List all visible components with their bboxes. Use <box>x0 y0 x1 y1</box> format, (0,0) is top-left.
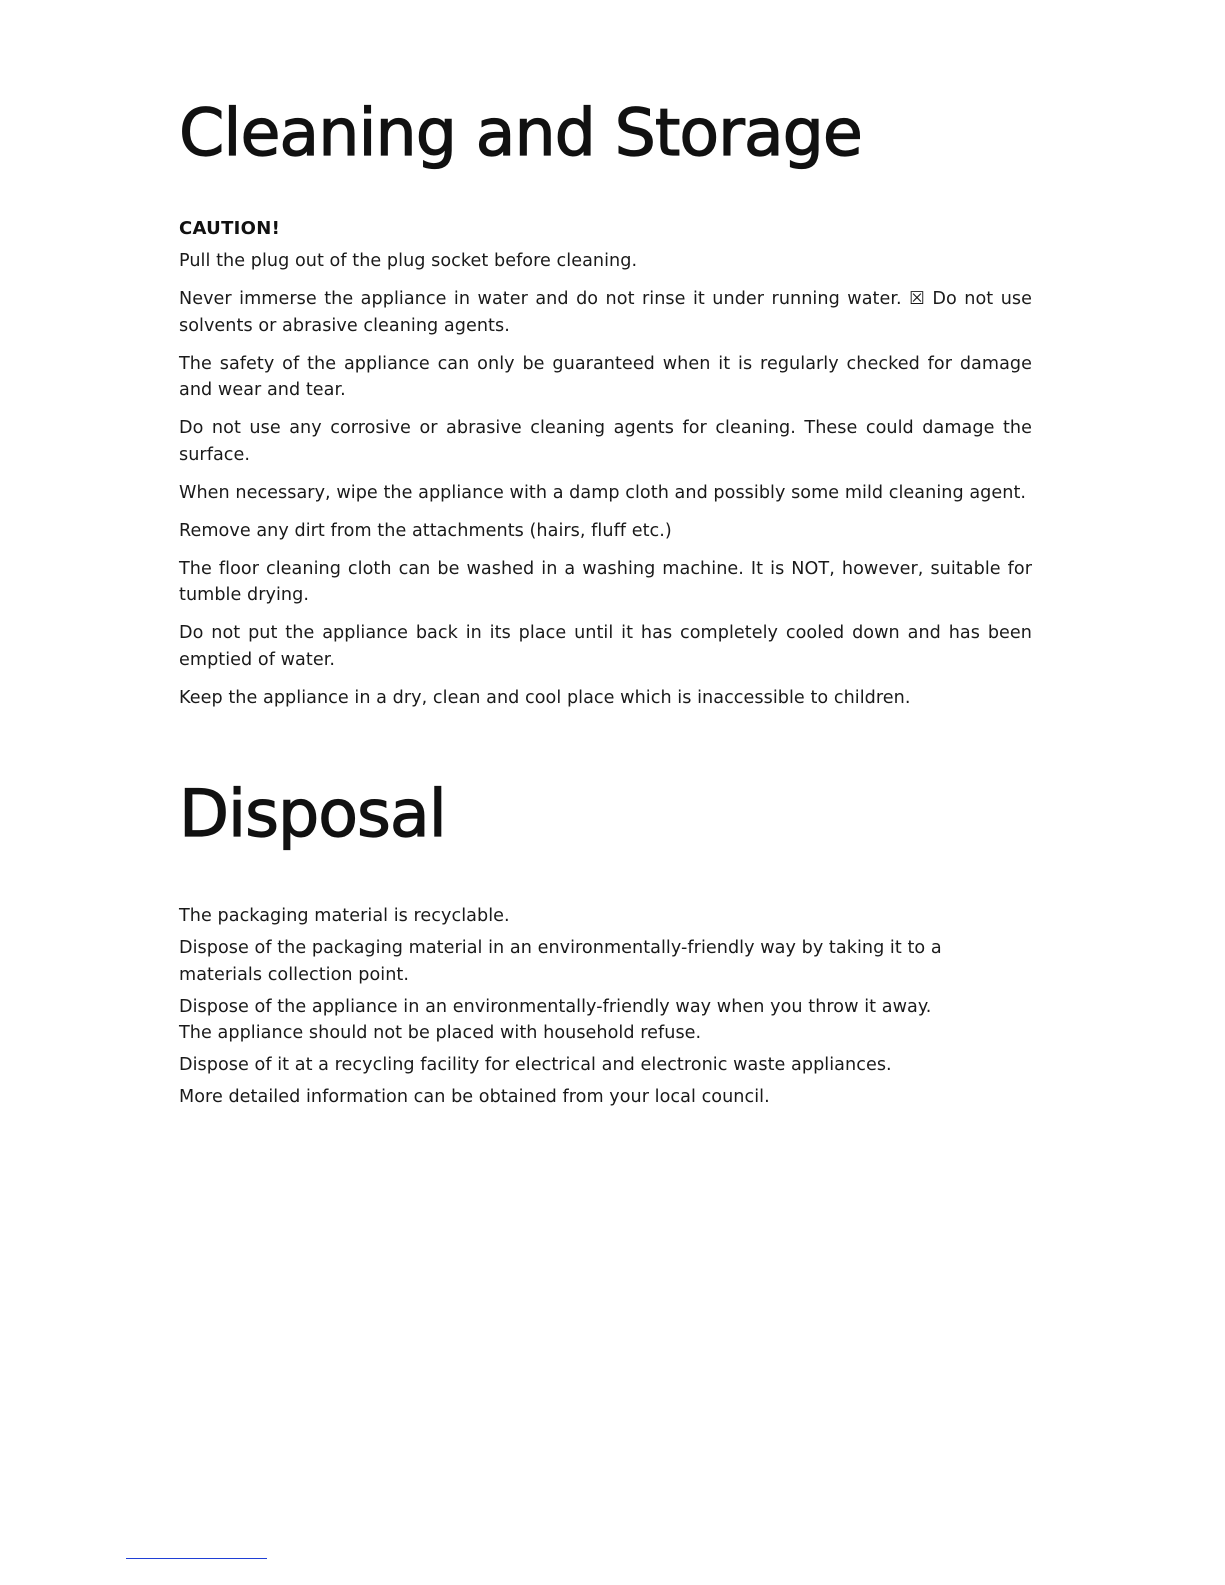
cleaning-storage-heading: Cleaning and Storage <box>179 96 862 171</box>
disposal-paragraph: More detailed information can be obtained from your local council. <box>179 1087 770 1107</box>
disposal-paragraph: Dispose of it at a recycling facility for electrical and electronic waste appliances. <box>179 1055 892 1075</box>
disposal-paragraph: The packaging material is recyclable. <box>179 906 510 926</box>
cleaning-storage-instructions <box>179 248 1032 711</box>
disposal-paragraph: Dispose of the packaging material in an environmentally-friendly way by taking it to a materials collection point. <box>179 938 942 985</box>
instruction-paragraph: Pull the plug out of the plug socket before cleaning. <box>179 251 638 271</box>
page-content <box>179 92 1032 1111</box>
instruction-paragraph: The safety of the appliance can only be guaranteed when it is regularly checked for damage and wear and tear. <box>179 353 1032 400</box>
disposal-heading: Disposal <box>179 777 446 852</box>
instruction-paragraph: Never immerse the appliance in water and do not rinse it under running water. ☒ Do not use solvents or abrasive cleaning agents. <box>179 289 1032 336</box>
disposal-paragraph: Dispose of the appliance in an environmentally-friendly way when you throw it away. The appliance should not be placed with household refuse. <box>179 996 932 1043</box>
instruction-paragraph: Remove any dirt from the attachments (hairs, fluff etc.) <box>179 520 672 541</box>
instruction-paragraph: When necessary, wipe the appliance with a damp cloth and possibly some mild cleaning agent. <box>179 482 1027 503</box>
footer-divider <box>126 1558 267 1559</box>
instruction-paragraph: Do not put the appliance back in its place until it has completely cooled down and has been emptied of water. <box>179 623 1032 670</box>
instruction-paragraph: The floor cleaning cloth can be washed in a washing machine. It is NOT, however, suitable for tumble drying. <box>179 558 1032 605</box>
instruction-paragraph: Do not use any corrosive or abrasive cleaning agents for cleaning. These could damage the surface. <box>179 418 1032 465</box>
disposal-instructions <box>179 903 949 1111</box>
instruction-paragraph: Keep the appliance in a dry, clean and cool place which is inaccessible to children. <box>179 687 911 708</box>
caution-heading: CAUTION! <box>179 218 281 239</box>
